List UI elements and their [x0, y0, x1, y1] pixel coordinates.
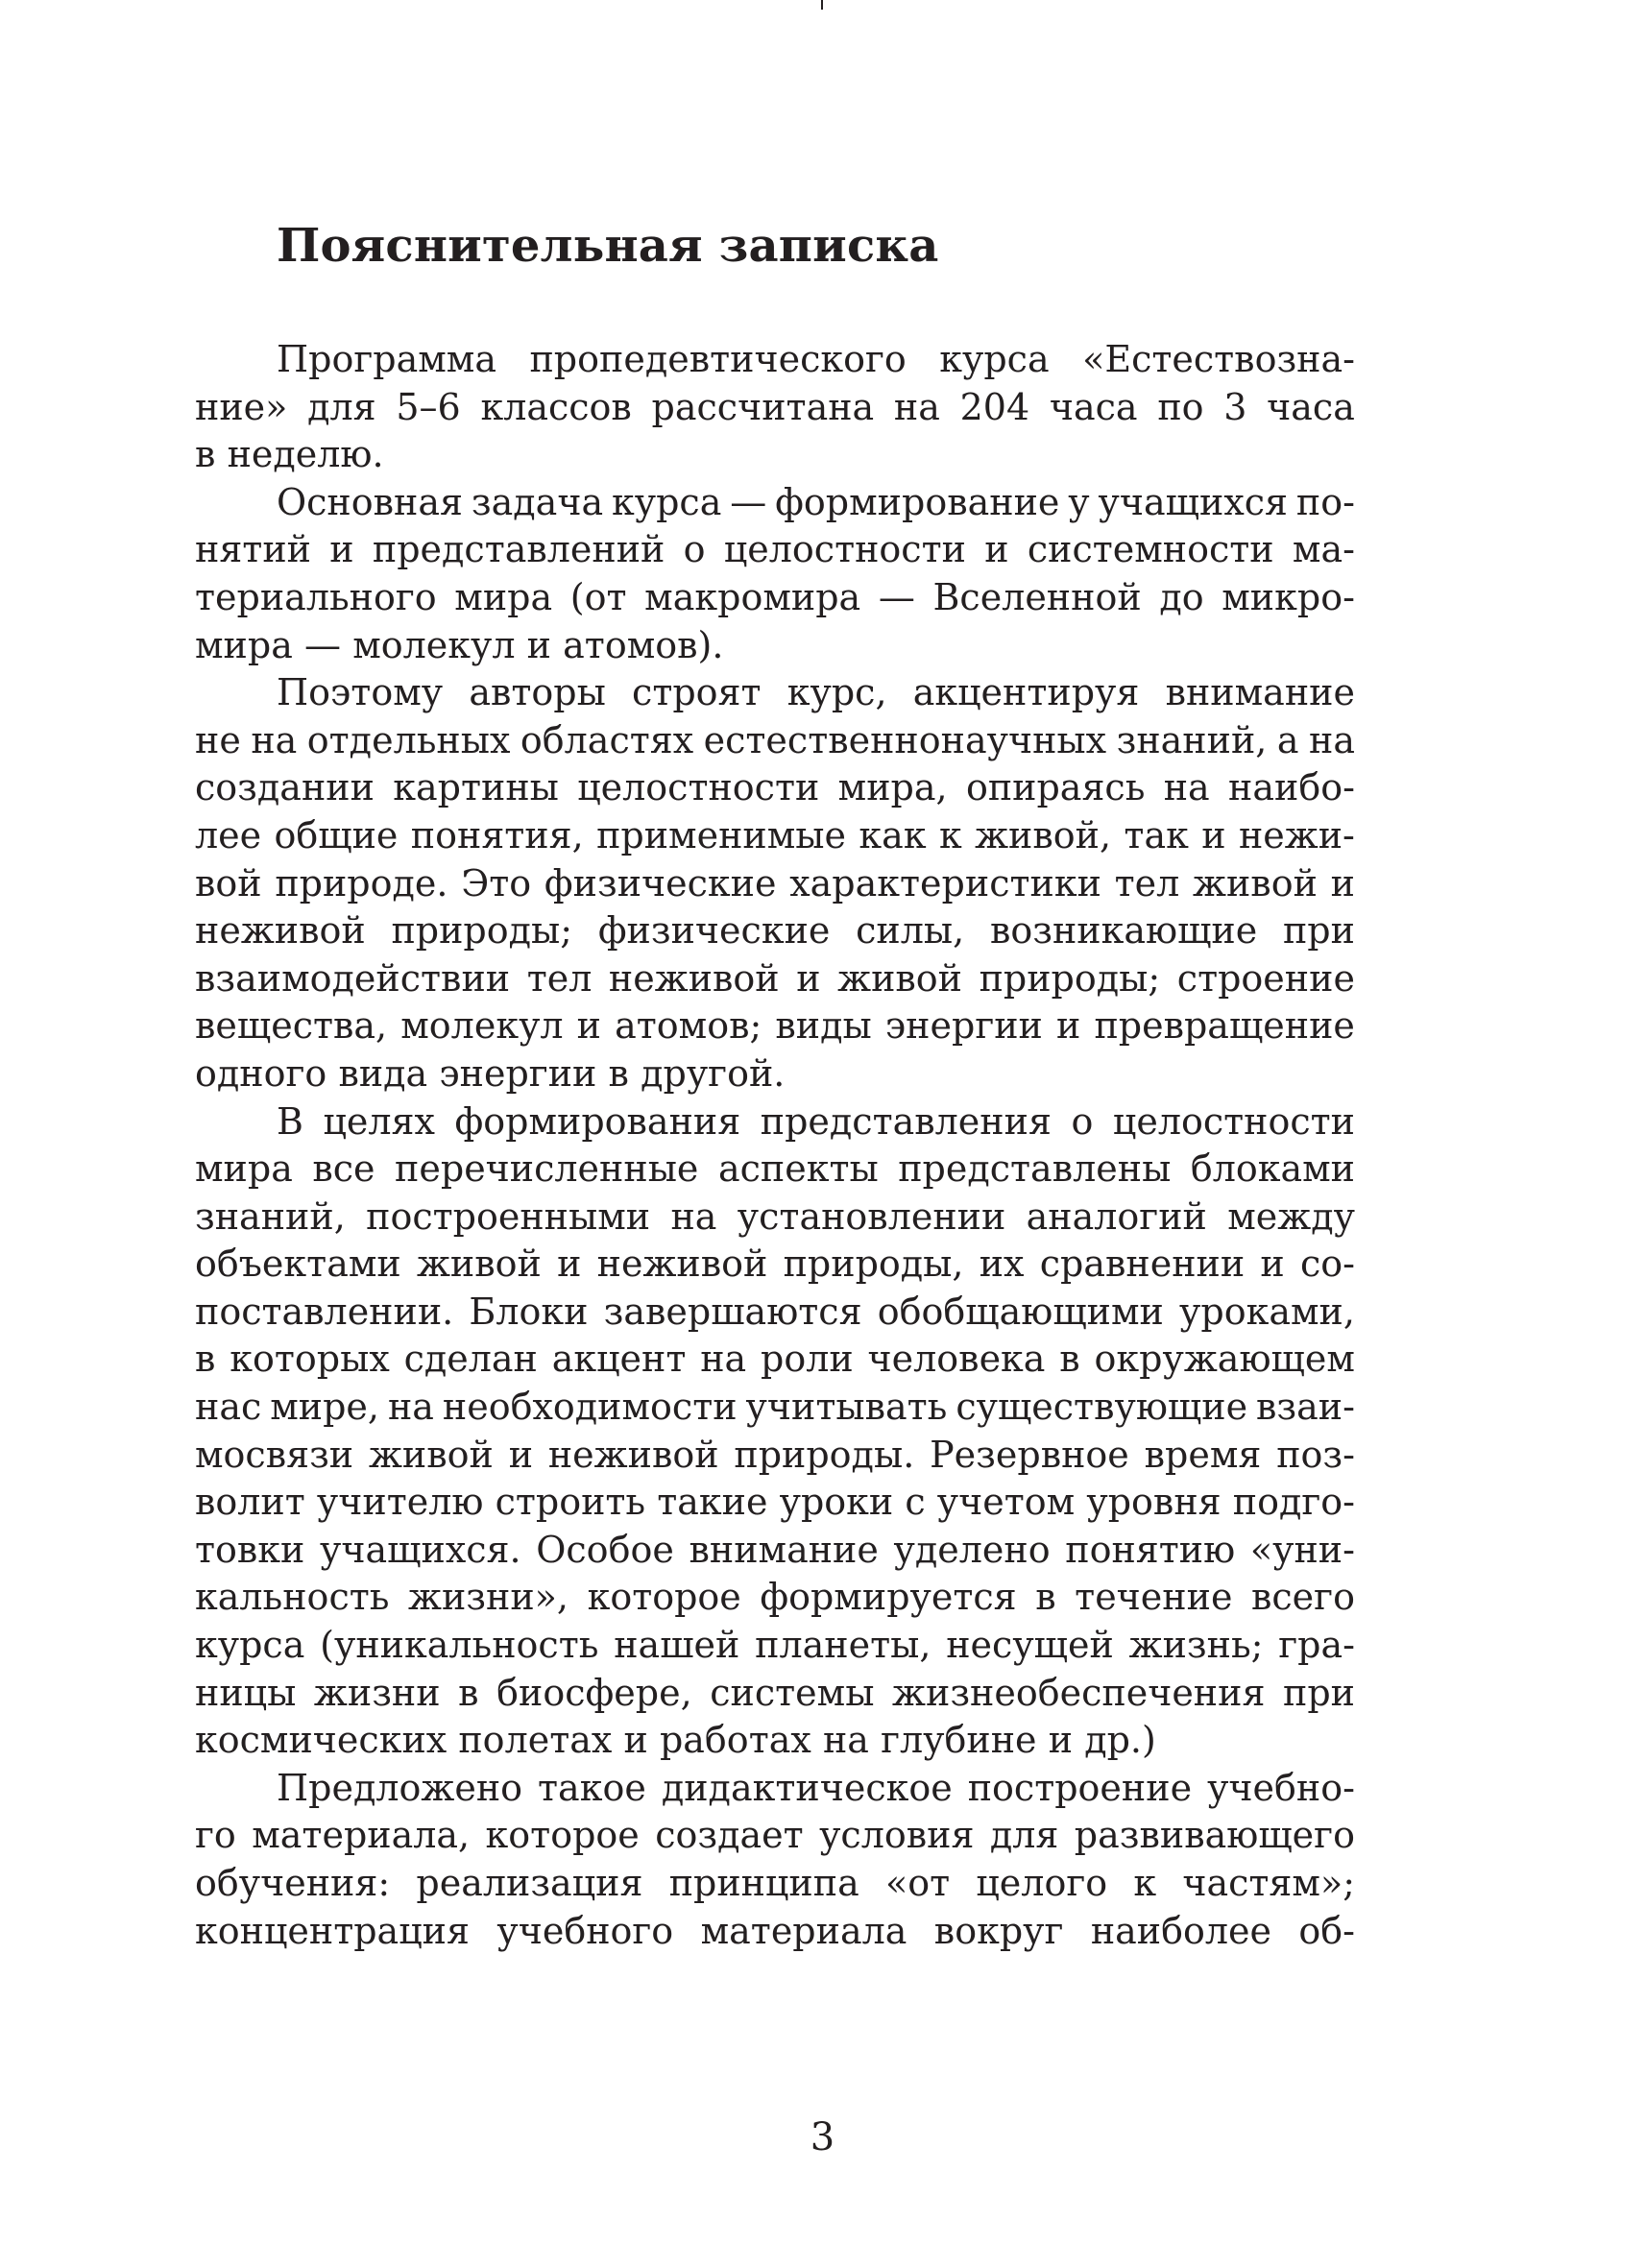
text-line	[195, 1002, 1355, 1050]
word: уровня	[1086, 1481, 1222, 1524]
word: знаний,	[1116, 718, 1268, 761]
word: 5–6	[396, 385, 461, 428]
word: природы.	[734, 1433, 915, 1476]
word: жизнь;	[1128, 1624, 1264, 1667]
word: в	[195, 433, 216, 476]
word: до	[1159, 575, 1204, 618]
word: природы;	[391, 909, 573, 953]
word: и	[1201, 813, 1226, 857]
text-line	[195, 574, 1355, 622]
word: поз-	[1276, 1433, 1355, 1476]
word: представления	[760, 1099, 1052, 1143]
word: молекул	[400, 1004, 564, 1048]
word: целостности	[723, 528, 966, 571]
word: естественнонаучных	[703, 718, 1107, 761]
word: и	[1056, 1004, 1081, 1048]
word: уроками,	[1179, 1290, 1355, 1333]
text-line	[195, 431, 1355, 479]
word: на	[1309, 718, 1355, 761]
word: так	[1124, 813, 1189, 857]
word: мира,	[837, 766, 948, 809]
word: о	[1071, 1099, 1094, 1143]
word: такие	[657, 1481, 768, 1524]
word: волит	[195, 1481, 305, 1524]
text-line	[195, 955, 1355, 1003]
word: превращение	[1094, 1004, 1355, 1048]
word: курса	[939, 338, 1050, 380]
word: физические	[544, 861, 777, 905]
word: по	[1157, 385, 1204, 428]
body-text	[195, 336, 1355, 1955]
word: окружающем	[1094, 1338, 1355, 1381]
word: установлении	[737, 1194, 1006, 1238]
word: молекул	[352, 623, 516, 666]
word: Блоки	[469, 1290, 589, 1333]
word: применимые	[596, 813, 847, 857]
word: целостности	[577, 766, 820, 809]
word: учителю	[316, 1481, 484, 1524]
word: атомов).	[563, 623, 724, 666]
word: «уни-	[1249, 1528, 1355, 1571]
word: всего	[1251, 1576, 1355, 1619]
word: энергии	[439, 1051, 597, 1095]
word: мира	[454, 575, 553, 618]
word: роли	[761, 1338, 854, 1381]
word: другой.	[641, 1051, 786, 1095]
word: для	[989, 1814, 1059, 1857]
word: системы	[710, 1671, 875, 1714]
word: формирования	[454, 1099, 741, 1143]
word: существующие	[956, 1386, 1248, 1429]
word: жизнеобеспечения	[892, 1671, 1266, 1714]
word: курса	[612, 480, 722, 523]
word: системности	[1027, 528, 1274, 571]
word: —	[304, 623, 342, 666]
text-line	[195, 1289, 1355, 1337]
word: неживой	[547, 1433, 719, 1476]
word: целого	[976, 1862, 1108, 1904]
word: акцентируя	[912, 671, 1140, 714]
word: часа	[1049, 385, 1138, 428]
word: часа	[1267, 385, 1355, 428]
text-line	[195, 1908, 1355, 1956]
text-line	[195, 1670, 1355, 1718]
word: учащихся.	[320, 1528, 521, 1571]
word: жизни»,	[408, 1576, 568, 1619]
word: объектами	[195, 1243, 401, 1286]
word: на	[387, 1386, 434, 1429]
word: формирование	[775, 480, 1060, 523]
word: нашей	[614, 1624, 740, 1667]
word: уроки	[779, 1481, 894, 1524]
text-line	[195, 669, 1355, 717]
word: со-	[1299, 1243, 1355, 1286]
text-line	[195, 1050, 1355, 1098]
word: поставлении.	[195, 1290, 454, 1333]
word: внимание	[1165, 671, 1355, 714]
word: сделан	[403, 1338, 538, 1381]
word: обобщающими	[877, 1290, 1164, 1333]
word: др.)	[1084, 1719, 1156, 1762]
word: человека	[867, 1338, 1046, 1381]
word: го	[195, 1814, 236, 1857]
word: полетах	[458, 1719, 613, 1762]
word: гра-	[1278, 1624, 1355, 1667]
word: атомов;	[615, 1004, 762, 1048]
word: целостности	[1112, 1099, 1355, 1143]
word: «Естествозна-	[1082, 338, 1355, 380]
word: работах	[659, 1719, 811, 1762]
word: и	[623, 1719, 648, 1762]
word: задача	[471, 480, 604, 523]
word: жизни	[313, 1671, 441, 1714]
word: знаний,	[195, 1194, 346, 1238]
word: ние»	[195, 385, 288, 428]
word: Программа	[277, 338, 497, 380]
word: при	[1283, 1671, 1355, 1714]
word: и	[526, 623, 551, 666]
word: взаимодействии	[195, 956, 511, 1000]
word: тел	[526, 956, 593, 1000]
word: и	[1048, 1719, 1074, 1762]
text-line	[195, 1336, 1355, 1384]
word: дидактическое	[661, 1766, 953, 1809]
word: материала	[700, 1909, 907, 1952]
word: товки	[195, 1528, 305, 1571]
word: при	[1282, 909, 1355, 953]
word: внимание	[689, 1528, 879, 1571]
text-line	[195, 384, 1355, 432]
text-line	[195, 1241, 1355, 1289]
word: и	[1330, 861, 1355, 905]
text-line	[195, 1384, 1355, 1432]
word: и	[508, 1433, 534, 1476]
word: Поэтому	[277, 671, 444, 714]
word: (от	[569, 575, 627, 618]
word: областях	[520, 718, 694, 761]
page-title: Пояснительная записка	[277, 219, 939, 273]
word: нас	[195, 1386, 262, 1429]
word: целях	[323, 1099, 435, 1143]
word: аналогий	[1026, 1194, 1207, 1238]
word: и	[576, 1004, 601, 1048]
word: мире,	[270, 1386, 379, 1429]
word: и	[557, 1243, 582, 1286]
word: с	[905, 1481, 926, 1524]
word: картины	[393, 766, 559, 809]
word: 204	[959, 385, 1030, 428]
word: энергии	[884, 1004, 1043, 1048]
word: неживой	[195, 909, 366, 953]
word: Предложено	[277, 1766, 523, 1809]
word: блоками	[1190, 1147, 1355, 1191]
word: и	[329, 528, 354, 571]
word: реализация	[416, 1862, 643, 1904]
word: между	[1227, 1194, 1355, 1238]
word: глубине	[881, 1719, 1037, 1762]
word: представлений	[372, 528, 665, 571]
word: на	[822, 1719, 869, 1762]
word: неживой	[596, 1243, 768, 1286]
word: макромира	[644, 575, 861, 618]
word: пропедевтического	[529, 338, 907, 380]
word: в	[195, 1338, 216, 1381]
text-line	[195, 1622, 1355, 1670]
word: строят	[632, 671, 762, 714]
word: и	[1260, 1243, 1285, 1286]
word: обучения:	[195, 1862, 391, 1904]
word: завершаются	[603, 1290, 862, 1333]
word: наиболее	[1090, 1909, 1271, 1952]
word: построенными	[366, 1194, 651, 1238]
word: создает	[655, 1814, 804, 1857]
word: микро-	[1222, 575, 1355, 618]
text-line	[195, 1860, 1355, 1908]
text-line	[195, 336, 1355, 384]
word: мира	[195, 623, 293, 666]
word: наибо-	[1228, 766, 1355, 809]
word: вокруг	[933, 1909, 1064, 1952]
text-line	[195, 526, 1355, 574]
text-line	[195, 907, 1355, 955]
word: материала,	[252, 1814, 471, 1857]
text-line	[195, 1194, 1355, 1242]
word: в	[1035, 1576, 1056, 1619]
word: учитывать	[745, 1386, 948, 1429]
word: 3	[1223, 385, 1247, 428]
word: акцент	[551, 1338, 687, 1381]
word: понятию	[1065, 1528, 1236, 1571]
word: принципа	[668, 1862, 859, 1904]
text-line	[195, 1432, 1355, 1480]
text-line	[195, 1765, 1355, 1813]
word: учебно-	[1207, 1766, 1355, 1809]
text-line	[195, 1527, 1355, 1575]
word: не	[195, 718, 241, 761]
word: взаи-	[1256, 1386, 1355, 1429]
word: (уникальность	[320, 1624, 599, 1667]
word: кальность	[195, 1576, 390, 1619]
word: характеристики	[789, 861, 1101, 905]
word: физические	[597, 909, 831, 953]
text-line	[195, 1812, 1355, 1860]
word: о	[683, 528, 706, 571]
text-line	[195, 1574, 1355, 1622]
word: —	[730, 480, 767, 523]
word: ма-	[1292, 528, 1355, 571]
word: в	[1059, 1338, 1080, 1381]
word: неживой	[608, 956, 780, 1000]
word: тел	[1114, 861, 1180, 905]
word: ницы	[195, 1671, 297, 1714]
word: аспекты	[717, 1147, 879, 1191]
word: живой	[368, 1433, 494, 1476]
word: как	[859, 813, 927, 857]
word: одного	[195, 1051, 327, 1095]
word: в	[458, 1671, 479, 1714]
word: на	[670, 1194, 717, 1238]
word: подго-	[1232, 1481, 1355, 1524]
word: учащихся	[1098, 480, 1289, 523]
word: природе.	[275, 861, 448, 905]
word: представлены	[898, 1147, 1172, 1191]
word: формируется	[760, 1576, 1017, 1619]
word: перечисленные	[395, 1147, 699, 1191]
word: отдельных	[306, 718, 511, 761]
word: на	[893, 385, 940, 428]
word: опираясь	[965, 766, 1146, 809]
word: силы,	[856, 909, 965, 953]
text-line	[195, 860, 1355, 908]
word: которое	[587, 1576, 741, 1619]
word: учетом	[936, 1481, 1076, 1524]
word: В	[277, 1099, 303, 1143]
word: биосфере,	[496, 1671, 692, 1714]
word: строение	[1176, 956, 1355, 1000]
word: неделю.	[227, 433, 384, 476]
word: общие	[274, 813, 399, 857]
word: по-	[1295, 480, 1355, 523]
word: териального	[195, 575, 437, 618]
word: космических	[195, 1719, 448, 1762]
word: учебного	[496, 1909, 674, 1952]
word: мира	[195, 1147, 293, 1191]
page-number: 3	[810, 2115, 835, 2159]
word: для	[307, 385, 376, 428]
word: сравнении	[1039, 1243, 1246, 1286]
word: живой	[416, 1243, 542, 1286]
word: такое	[538, 1766, 646, 1809]
word: живой,	[975, 813, 1112, 857]
word: «от	[884, 1862, 951, 1904]
word: авторы	[469, 671, 606, 714]
word: время	[1144, 1433, 1262, 1476]
word: планеты,	[755, 1624, 931, 1667]
word: создании	[195, 766, 375, 809]
text-line	[195, 622, 1355, 670]
word: к	[1133, 1862, 1157, 1904]
text-line	[195, 1717, 1355, 1765]
word: Резервное	[930, 1433, 1129, 1476]
word: виды	[775, 1004, 872, 1048]
word: природы;	[979, 956, 1161, 1000]
word: течение	[1075, 1576, 1233, 1619]
word: вещества,	[195, 1004, 388, 1048]
text-line	[195, 1479, 1355, 1527]
text-line	[195, 812, 1355, 860]
word: нежи-	[1238, 813, 1355, 857]
word: Это	[461, 861, 532, 905]
word: лее	[195, 813, 262, 857]
text-line	[195, 764, 1355, 812]
word: живой	[1193, 861, 1318, 905]
word: частям»;	[1182, 1862, 1355, 1904]
word: —	[878, 575, 915, 618]
word: на	[1163, 766, 1210, 809]
word: курса	[195, 1624, 305, 1667]
word: строить	[495, 1481, 646, 1524]
word: на	[700, 1338, 747, 1381]
word: а	[1276, 718, 1299, 761]
word: живой	[837, 956, 962, 1000]
word: условия	[819, 1814, 975, 1857]
word: вида	[338, 1051, 428, 1095]
word: возникающие	[989, 909, 1258, 953]
word: Основная	[277, 480, 463, 523]
word: Особое	[536, 1528, 674, 1571]
word: развивающего	[1074, 1814, 1355, 1857]
word: к	[938, 813, 962, 857]
word: об-	[1298, 1909, 1355, 1952]
word: в	[608, 1051, 629, 1095]
word: и	[796, 956, 821, 1000]
text-line	[195, 479, 1355, 527]
word: и	[984, 528, 1009, 571]
word: у	[1068, 480, 1090, 523]
word: которых	[230, 1338, 390, 1381]
crop-mark	[821, 0, 823, 10]
word: все	[312, 1147, 375, 1191]
word: которое	[485, 1814, 640, 1857]
word: вой	[195, 861, 262, 905]
word: несущей	[946, 1624, 1114, 1667]
word: курс,	[786, 671, 887, 714]
word: построение	[967, 1766, 1193, 1809]
text-line	[195, 1146, 1355, 1194]
text-line	[195, 717, 1355, 765]
word: Вселенной	[932, 575, 1142, 618]
word: уделено	[893, 1528, 1051, 1571]
text-line	[195, 1098, 1355, 1146]
word: понятия,	[410, 813, 584, 857]
word: их	[979, 1243, 1025, 1286]
word: необходимости	[442, 1386, 738, 1429]
word: нятий	[195, 528, 311, 571]
word: мосвязи	[195, 1433, 354, 1476]
word: природы,	[783, 1243, 964, 1286]
word: классов	[480, 385, 632, 428]
word: на	[251, 718, 298, 761]
word: концентрация	[195, 1909, 470, 1952]
word: рассчитана	[651, 385, 875, 428]
